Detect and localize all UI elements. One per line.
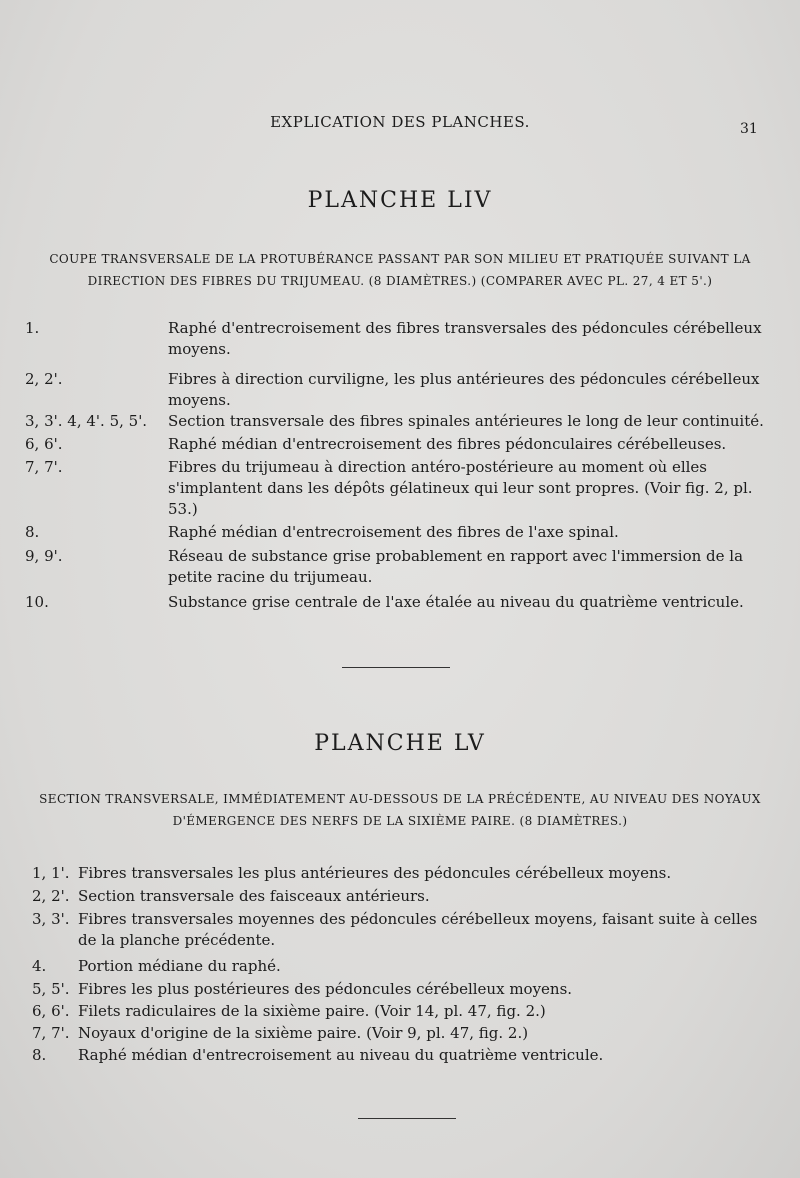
item-text: Section transversale des faisceaux antérieurs.	[78, 887, 430, 905]
item-number: 2, 2'.	[25, 370, 63, 388]
plate-liv-subtitle	[20, 248, 780, 292]
item-text: Filets radiculaires de la sixième paire. (Voir 14, pl. 47, fig. 2.)	[78, 1002, 546, 1020]
item-number: 5, 5'.	[32, 980, 70, 998]
item-number: 10.	[25, 593, 49, 611]
item-number: 8.	[32, 1046, 47, 1064]
item-text: Substance grise centrale de l'axe étalée au niveau du quatrième ventricule.	[168, 593, 744, 611]
item-number: 3, 3'.	[32, 910, 70, 928]
plate-liv-subtitle-line2: DIRECTION DES FIBRES DU TRIJUMEAU. (8 DIAMÈTRES.) (COMPARER AVEC PL. 27, 4 ET 5'.)	[87, 274, 713, 288]
page-number: 31	[740, 121, 758, 137]
item-number: 7, 7'.	[32, 1024, 70, 1042]
item-text: Noyaux d'origine de la sixième paire. (Voir 9, pl. 47, fig. 2.)	[78, 1024, 529, 1042]
plate-lv-subtitle-line2: D'ÉMERGENCE DES NERFS DE LA SIXIÈME PAIRE. (8 DIAMÈTRES.)	[172, 814, 628, 828]
item-number: 8.	[25, 523, 40, 541]
plate-lv-subtitle	[20, 788, 780, 832]
item-number: 1, 1'.	[32, 864, 70, 882]
item-number: 1.	[25, 319, 40, 337]
item-number: 3, 3'. 4, 4'. 5, 5'.	[25, 412, 148, 430]
item-text: Section transversale des fibres spinales antérieures le long de leur continuité.	[168, 412, 764, 430]
plate-liv-title: PLANCHE LIV	[307, 188, 493, 213]
item-number: 7, 7'.	[25, 458, 63, 476]
item-text: Raphé médian d'entrecroisement au niveau du quatrième ventricule.	[78, 1046, 604, 1064]
item-text: Raphé d'entrecroisement des fibres transversales des pédoncules cérébelleux moyens.	[168, 319, 762, 358]
running-title: EXPLICATION DES PLANCHES.	[270, 113, 530, 131]
item-text: Fibres les plus postérieures des pédoncules cérébelleux moyens.	[78, 980, 573, 998]
item-text: Raphé médian d'entrecroisement des fibres pédonculaires cérébelleuses.	[168, 435, 727, 453]
section-divider	[342, 667, 450, 668]
item-text: Raphé médian d'entrecroisement des fibres de l'axe spinal.	[168, 523, 619, 541]
plate-liv-subtitle-line1: COUPE TRANSVERSALE DE LA PROTUBÉRANCE PASSANT PAR SON MILIEU ET PRATIQUÉE SUIVANT LA	[49, 252, 751, 266]
item-number: 2, 2'.	[32, 887, 70, 905]
item-text: Fibres du trijumeau à direction antéro-postérieure au moment où elles s'implantent dans les dépôts gélatineux qui leur sont propres. (Voir fig. 2, pl. 53.)	[168, 458, 753, 518]
item-number: 9, 9'.	[25, 547, 63, 565]
item-text: Réseau de substance grise probablement en rapport avec l'immersion de la petite racine du trijumeau.	[168, 547, 744, 586]
item-number: 6, 6'.	[25, 435, 63, 453]
item-number: 4.	[32, 957, 47, 975]
plate-lv-title: PLANCHE LV	[314, 731, 486, 756]
item-text: Fibres à direction curviligne, les plus antérieures des pédoncules cérébelleux moyens.	[168, 370, 760, 409]
item-text: Fibres transversales moyennes des pédoncules cérébelleux moyens, faisant suite à celles de la planche précédente.	[78, 910, 758, 949]
item-text: Portion médiane du raphé.	[78, 957, 281, 975]
section-divider	[358, 1118, 456, 1119]
plate-lv-subtitle-line1: SECTION TRANSVERSALE, IMMÉDIATEMENT AU-DESSOUS DE LA PRÉCÉDENTE, AU NIVEAU DES NOYAUX	[39, 792, 761, 806]
item-text: Fibres transversales les plus antérieures des pédoncules cérébelleux moyens.	[78, 864, 672, 882]
item-number: 6, 6'.	[32, 1002, 70, 1020]
